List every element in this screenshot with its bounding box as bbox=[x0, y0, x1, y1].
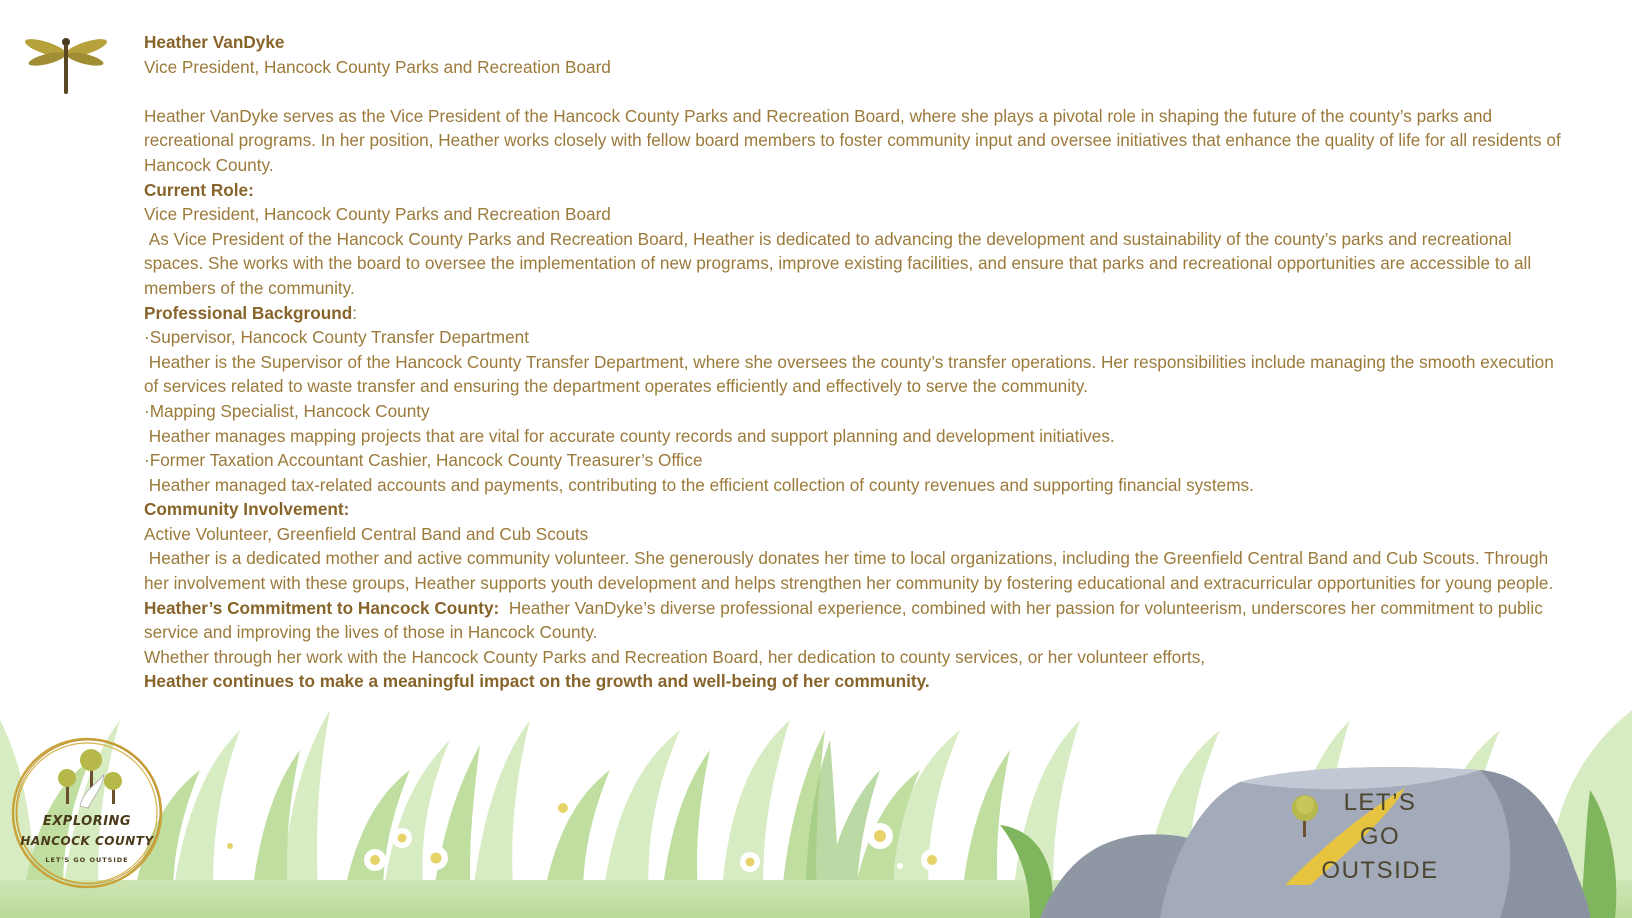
intro-paragraph: Heather VanDyke serves as the Vice President of the Hancock County Parks and Recreation Board, where she plays a pivotal role in shaping the future of the county’s parks and recreational programs. In her position, Heather works closely with fellow board members to foster community input and oversee initiatives that enhance the quality of life for all residents of Hancock County. bbox=[144, 105, 1566, 175]
professional-heading-colon: : bbox=[352, 302, 357, 323]
logo-line1: EXPLORING bbox=[42, 814, 132, 829]
rock-sign bbox=[1300, 786, 1460, 888]
professional-item-description: Heather is the Supervisor of the Hancock County Transfer Department, where she oversees the county’s transfer operations. Her responsibilities include managing the smooth execution of services related to waste transfer and ensuring the department operates efficiently and effectively to serve the community. bbox=[144, 351, 1559, 397]
professional-item-description: Heather managed tax-related accounts and payments, contributing to the efficient collection of county revenues and supporting financial systems. bbox=[144, 474, 1254, 495]
community-heading: Community Involvement: bbox=[144, 499, 350, 520]
professional-item-role: ·Former Taxation Accountant Cashier, Hancock County Treasurer’s Office bbox=[144, 450, 703, 471]
dragonfly-icon bbox=[22, 34, 110, 96]
commitment-line2: Whether through her work with the Hancock County Parks and Recreation Board, her dedication to county services, or her volunteer efforts, bbox=[144, 646, 1206, 667]
professional-item-role: ·Mapping Specialist, Hancock County bbox=[144, 400, 430, 421]
commitment-paragraph bbox=[144, 596, 1564, 645]
current-role-description: As Vice President of the Hancock County Parks and Recreation Board, Heather is dedicated to advancing the development and sustainability of the county’s parks and recreational spaces. She works with the board to oversee the implementation of new programs, improve existing facilities, and ensure that parks and recreational opportunities are accessible to all members of the community. bbox=[144, 228, 1536, 298]
commitment-heading: Heather’s Commitment to Hancock County: bbox=[144, 597, 500, 618]
professional-heading: Professional Background bbox=[144, 302, 353, 323]
community-role: Active Volunteer, Greenfield Central Band and Cub Scouts bbox=[144, 523, 589, 544]
person-title: Vice President, Hancock County Parks and Recreation Board bbox=[144, 56, 611, 77]
current-role-heading: Current Role: bbox=[144, 179, 254, 200]
professional-item-description: Heather manages mapping projects that are vital for accurate county records and support planning and development initiatives. bbox=[144, 425, 1115, 446]
rock-sign-line3: OUTSIDE bbox=[1321, 857, 1439, 884]
logo-ring-icon bbox=[8, 734, 166, 892]
current-role-title: Vice President, Hancock County Parks and Recreation Board bbox=[144, 204, 611, 225]
professional-item-role: ·Supervisor, Hancock County Transfer Department bbox=[144, 327, 529, 348]
bio-content bbox=[144, 30, 1564, 694]
community-description: Heather is a dedicated mother and active community volunteer. She generously donates her time to local organizations, including the Greenfield Central Band and Cub Scouts. Through her involvement with these groups, Heather supports youth development and helps strengthen her community by fostering educational and extracurricular opportunities for young people. bbox=[144, 548, 1554, 594]
exploring-hancock-county-logo bbox=[8, 734, 166, 892]
professional-heading-line bbox=[144, 301, 1564, 326]
rock-sign-line2: GO bbox=[1359, 823, 1401, 850]
person-name: Heather VanDyke bbox=[144, 32, 285, 52]
commitment-text: Heather VanDyke’s diverse professional experience, combined with her passion for volunteerism, underscores her commitment to public service and improving the lives of those in Hancock County. bbox=[144, 597, 1548, 643]
logo-line2: HANCOCK COUNTY bbox=[20, 834, 154, 848]
closing-statement: Heather continues to make a meaningful impact on the growth and well-being of her community. bbox=[144, 671, 930, 692]
logo-tagline: LET'S GO OUTSIDE bbox=[45, 856, 129, 864]
rock-sign-line1: LET’S bbox=[1343, 789, 1417, 816]
